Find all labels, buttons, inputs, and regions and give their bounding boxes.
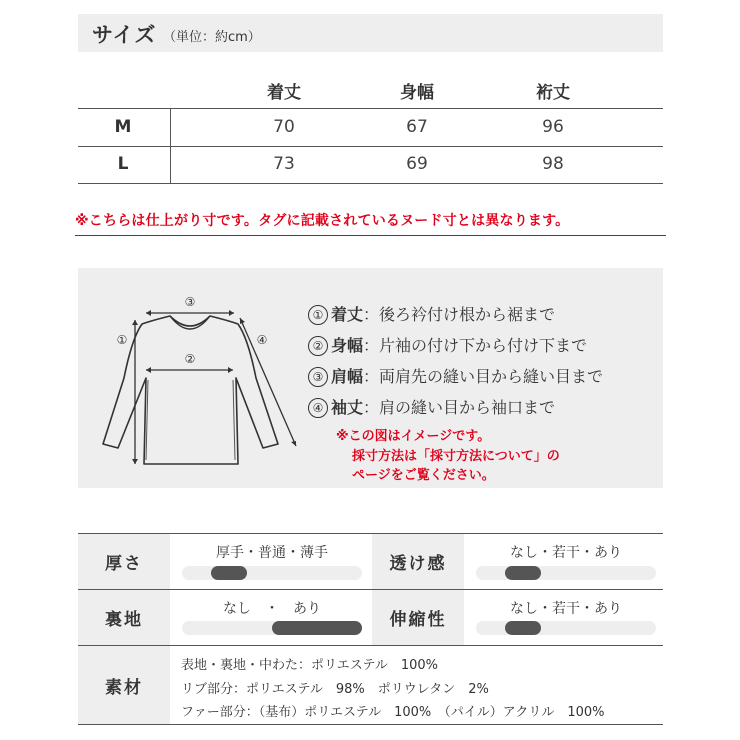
lining-bar-fill <box>272 621 362 635</box>
legend-key: 着丈 <box>331 305 364 324</box>
stretch-bar <box>476 621 656 635</box>
material-line: 表地・裏地・中わた：ポリエステル 100% <box>181 658 438 673</box>
table-cell: 69 <box>406 154 428 174</box>
lining-bar <box>182 621 362 635</box>
sheerness-bar <box>476 566 656 580</box>
diagram-note: 採寸方法は「採寸方法について」の <box>352 449 560 464</box>
table-cell: 98 <box>542 154 564 174</box>
legend-number: ① <box>308 305 328 325</box>
stretch-bar-fill <box>505 621 541 635</box>
thickness-bar-fill <box>211 566 247 580</box>
legend-key: 肩幅 <box>331 367 364 386</box>
thickness-options: 厚手・普通・薄手 <box>216 545 328 561</box>
stretch-options: なし・若干・あり <box>510 601 622 617</box>
table-divider <box>78 724 663 725</box>
table-divider <box>78 183 663 184</box>
legend-desc: ：肩の縫い目から袖口まで <box>363 398 556 417</box>
label-thickness: 厚さ <box>78 534 170 589</box>
label-material: 素材 <box>78 646 170 724</box>
table-cell: 67 <box>406 117 428 137</box>
material-line: リブ部分：ポリエステル 98% ポリウレタン 2% <box>181 682 489 697</box>
diagram-note: ページをご覧ください。 <box>352 468 495 483</box>
table-divider <box>170 108 171 183</box>
page-title: サイズ <box>92 23 157 47</box>
legend-number: ② <box>308 336 328 356</box>
legend-desc: ：片袖の付け下から付け下まで <box>363 336 588 355</box>
legend-number: ④ <box>308 398 328 418</box>
thickness-bar <box>182 566 362 580</box>
marker-1: ① <box>116 333 128 347</box>
legend-item <box>308 302 555 325</box>
legend-key: 袖丈 <box>331 398 364 417</box>
lining-options: なし ・ あり <box>223 601 321 617</box>
legend-key: 身幅 <box>331 336 364 355</box>
garment-diagram <box>78 268 318 488</box>
col-header-width: 身幅 <box>400 83 434 103</box>
table-cell: 70 <box>273 117 295 137</box>
legend-item <box>308 333 587 356</box>
diagram-note: ※この図はイメージです。 <box>336 429 491 444</box>
marker-3: ③ <box>184 295 196 309</box>
sweater-outline-icon <box>103 316 278 464</box>
label-sheerness: 透け感 <box>372 534 464 589</box>
sheerness-options: なし・若干・あり <box>510 545 622 561</box>
marker-2: ② <box>184 352 196 366</box>
legend-desc: ：両肩先の縫い目から縫い目まで <box>363 367 604 386</box>
col-header-sleeve: 裄丈 <box>536 83 570 103</box>
legend-item <box>308 364 603 387</box>
table-cell: 96 <box>542 117 564 137</box>
legend-number: ③ <box>308 367 328 387</box>
row-label-m: M <box>114 117 132 137</box>
sheerness-bar-fill <box>505 566 541 580</box>
col-header-length: 着丈 <box>267 83 301 103</box>
notice-underline <box>75 235 666 236</box>
size-notice: ※こちらは仕上がり寸です。タグに記載されているヌード寸とは異なります。 <box>75 213 570 229</box>
table-divider <box>78 146 663 147</box>
legend-item <box>308 395 555 418</box>
legend-desc: ：後ろ衿付け根から裾まで <box>363 305 556 324</box>
label-stretch: 伸縮性 <box>372 590 464 645</box>
table-cell: 73 <box>273 154 295 174</box>
marker-4: ④ <box>256 333 268 347</box>
label-lining: 裏地 <box>78 590 170 645</box>
unit-label: （単位：約cm） <box>163 30 261 45</box>
row-label-l: L <box>117 154 129 174</box>
material-line: ファー部分：（基布）ポリエステル 100% （パイル）アクリル 100% <box>181 705 605 720</box>
table-divider <box>78 108 663 109</box>
